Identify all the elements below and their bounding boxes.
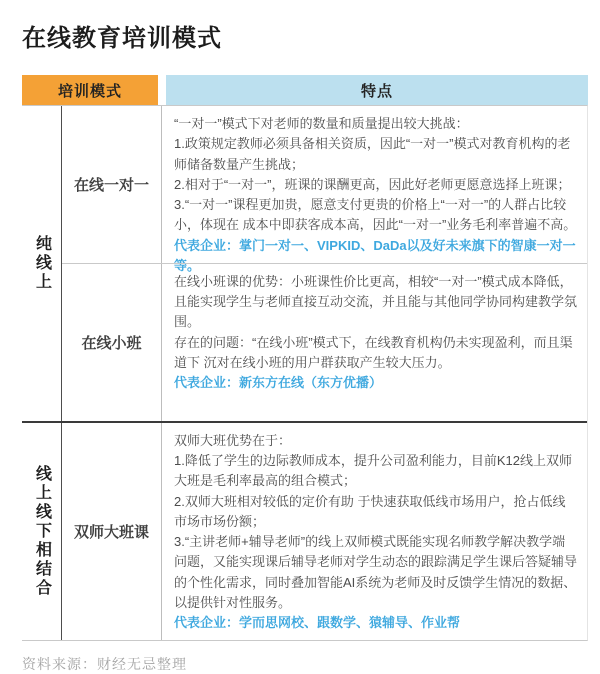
table-body [22,105,588,641]
source-note: 资料来源：财经无忌整理 [22,656,187,673]
header-cell-features: 特点 [166,75,588,105]
table-row-dual-teacher-class [62,423,587,641]
features-cell [162,423,587,641]
feature-line: 存在的问题：“在线小班”模式下，在线教育机构仍未实现盈利，而且渠道下 沉对在线小班的用户群获取产生较大压力。 [174,334,573,370]
page-title: 在线教育培训模式 [22,25,222,52]
header-cell-model: 培训模式 [22,75,158,105]
feature-line: “一对一”模式下对老师的数量和质量提出较大挑战： [174,116,469,131]
header-gap [158,75,166,105]
feature-line: 在线小班课的优势：小班课性价比更高，相较“一对一”模式成本降低，且能实现学生与老师直接互动交流，并且能与其他同学协同构建教学氛围。 [174,273,578,330]
group-label: 线上线下相结合 [33,465,51,599]
group-online-offline-combined [22,421,587,641]
feature-line: 双师大班优势在于： [174,432,292,448]
mode-cell: 在线一对一 [62,106,162,263]
table-row-online-1on1 [62,106,587,273]
table-header-row [22,75,588,105]
mode-cell: 在线小班 [62,264,162,421]
representatives-line: 代表企业：新东方在线（东方优播） [174,375,383,391]
group-label-cell [22,423,62,641]
representatives-line: 代表企业：掌门一对一、VIPKID、DaDa以及好未来旗下的智康一对一等。 [174,237,576,273]
representatives-line: 代表企业：学而思网校、跟数学、猿辅导、作业帮 [174,615,461,631]
group-rows [62,423,587,641]
group-rows [62,106,587,421]
training-models-table [22,75,588,641]
group-label: 纯线上 [33,234,51,292]
group-label-cell [22,106,62,421]
mode-cell: 双师大班课 [62,423,162,641]
feature-line: 2.相对于“一对一”，班课的课酬更高，因此好老师更愿意选择上班课； [174,176,571,192]
table-row-online-small-class [62,263,587,421]
feature-line: 1.政策规定教师必须具备相关资质，因此“一对一”模式对教育机构的老师储备数量产生挑战； [174,136,571,172]
features-cell [162,106,587,273]
group-pure-online [22,106,587,421]
features-cell [162,264,587,421]
feature-line: 3.“一对一”课程更加贵，愿意支付更贵的价格上“一对一”的人群占比较小，体现在 成本中即获客成本高，因此“一对一”业务毛利率普遍不高。 [174,197,577,233]
feature-line: 1.降低了学生的边际教师成本，提升公司盈利能力，目前K12线上双师大班是毛利率最高的组合模式； [174,452,572,489]
feature-line: 2.双师大班相对较低的定价有助 于快速获取低线市场用户，抢占低线市场市场份额； [174,493,566,529]
feature-line: 3.“主讲老师+辅导老师”的线上双师模式既能实现名师教学解决教学端问题，又能实现课后辅导老师对学生动态的跟踪满足学生课后答疑辅导的个性化需求，同时叠加智能AI系统为老师及时反馈学生情况的数据、以提供针对性服务。 [174,534,578,610]
